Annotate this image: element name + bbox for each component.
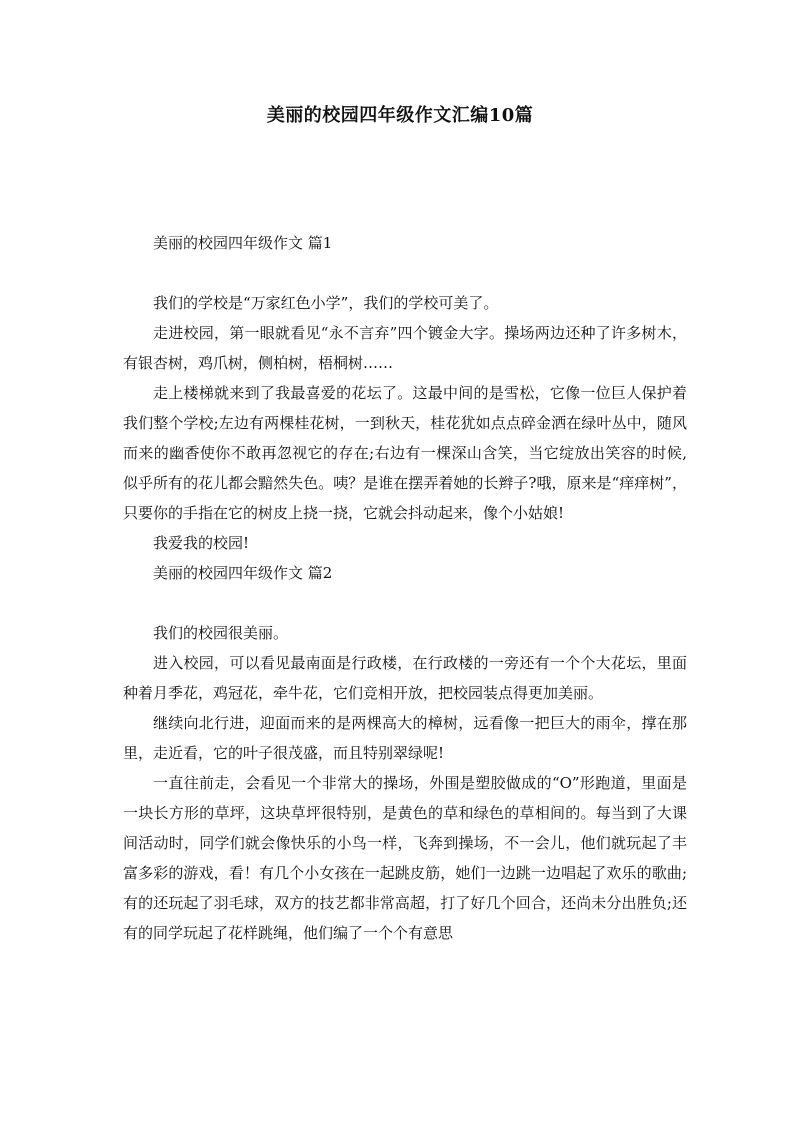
paragraph: 继续向北行进，迎面而来的是两棵高大的樟树，远看像一把巨大的雨伞，撑在那里，走近看，它的叶子很茂盛，而且特别翠绿呢! bbox=[123, 714, 687, 762]
paragraph: 我们的学校是“万家红色小学”，我们的学校可美了。 bbox=[153, 294, 499, 312]
document-body bbox=[123, 228, 687, 948]
section-heading: 美丽的校园四年级作文 篇1 bbox=[153, 234, 333, 252]
section-heading: 美丽的校园四年级作文 篇2 bbox=[153, 564, 333, 582]
document-title: 美丽的校园四年级作文汇编10篇 bbox=[266, 105, 534, 126]
paragraph: 走进校园，第一眼就看见“永不言弃”四个镀金大字。操场两边还种了许多树木，有银杏树，鸡爪树，侧柏树，梧桐树…… bbox=[123, 324, 687, 372]
paragraph: 走上楼梯就来到了我最喜爱的花坛了。这最中间的是雪松，它像一位巨人保护着我们整个学校;左边有两棵桂花树，一到秋天，桂花犹如点点碎金洒在绿叶丛中，随风而来的幽香使你不敢再忽视它的存在;右边有一棵深山含笑，当它绽放出笑容的时候,似乎所有的花儿都会黯然失色。咦？是谁在摆弄着她的长辫子?哦，原来是“痒痒树”，只要你的手指在它的树皮上挠一挠，它就会抖动起来，像个小姑娘! bbox=[123, 384, 687, 522]
paragraph: 我们的校园很美丽。 bbox=[153, 624, 289, 642]
paragraph: 进入校园，可以看见最南面是行政楼，在行政楼的一旁还有一个个大花坛，里面种着月季花，鸡冠花，牵牛花，它们竞相开放，把校园装点得更加美丽。 bbox=[123, 654, 687, 702]
paragraph: 我爱我的校园! bbox=[153, 534, 250, 552]
paragraph: 一直往前走，会看见一个非常大的操场，外围是塑胶做成的“O”形跑道，里面是一块长方形的草坪，这块草坪很特别，是黄色的草和绿色的草相间的。每当到了大课间活动时，同学们就会像快乐的小鸟一样，飞奔到操场，不一会儿，他们就玩起了丰富多彩的游戏，看！有几个小女孩在一起跳皮筋，她们一边跳一边唱起了欢乐的歌曲;有的还玩起了羽毛球，双方的技艺都非常高超，打了好几个回合，还尚未分出胜负;还有的同学玩起了花样跳绳，他们编了一个个有意思 bbox=[123, 774, 687, 942]
